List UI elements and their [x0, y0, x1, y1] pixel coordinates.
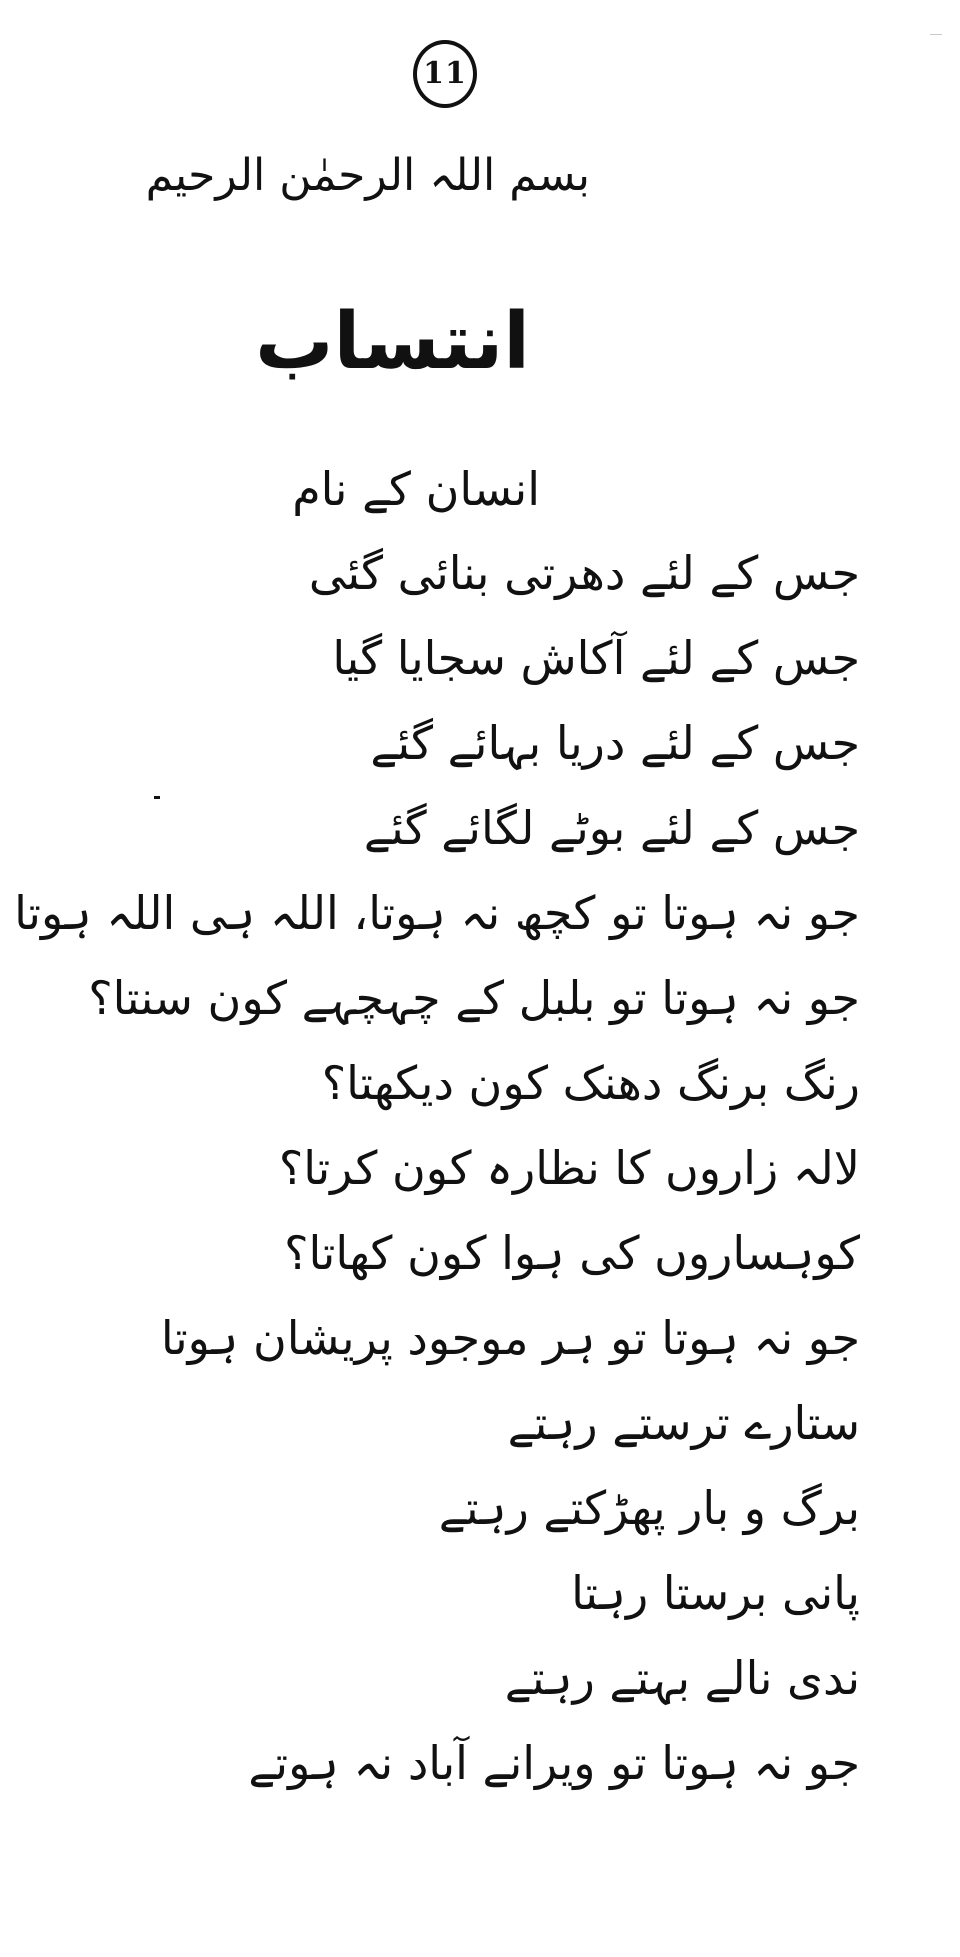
dedication-line-2: جس کے لئے دھرتی بنائی گئی [308, 546, 860, 600]
dedication-line-8: رنگ برنگ دھنک کون دیکھتا؟ [321, 1056, 860, 1110]
dedication-line-6: جو نہ ہوتا تو کچھ نہ ہوتا، اللہ ہی اللہ ہوتا [14, 886, 860, 940]
dedication-line-14: پانی برستا رہتا [571, 1566, 860, 1620]
dedication-line-12: ستارے ترستے رہتے [507, 1396, 860, 1450]
dedication-line-13: برگ و بار پھڑکتے رہتے [438, 1481, 860, 1535]
stray-ink-mark [154, 796, 160, 799]
dedication-line-5: جس کے لئے بوٹے لگائے گئے [363, 801, 860, 855]
page-number: 11 [423, 56, 467, 91]
dedication-line-7: جو نہ ہوتا تو بلبل کے چہچہے کون سنتا؟ [88, 971, 860, 1025]
scan-mark [930, 34, 942, 35]
dedication-line-11: جو نہ ہوتا تو ہر موجود پریشان ہوتا [160, 1311, 860, 1365]
dedication-title: انتساب [255, 297, 530, 387]
dedication-line-16: جو نہ ہوتا تو ویرانے آباد نہ ہوتے [248, 1736, 860, 1790]
dedication-line-15: ندی نالے بہتے رہتے [504, 1651, 860, 1705]
bismillah-heading: بسم اللہ الرحمٰن الرحیم [145, 150, 590, 201]
dedication-line-1: انسان کے نام [292, 462, 540, 516]
dedication-line-10: کوہساروں کی ہوا کون کھاتا؟ [284, 1226, 860, 1280]
dedication-line-4: جس کے لئے دریا بہائے گئے [370, 716, 860, 770]
dedication-line-9: لالہ زاروں کا نظارہ کون کرتا؟ [278, 1141, 860, 1195]
page-number-circle [413, 40, 477, 108]
dedication-line-3: جس کے لئے آکاش سجایا گیا [332, 631, 860, 685]
